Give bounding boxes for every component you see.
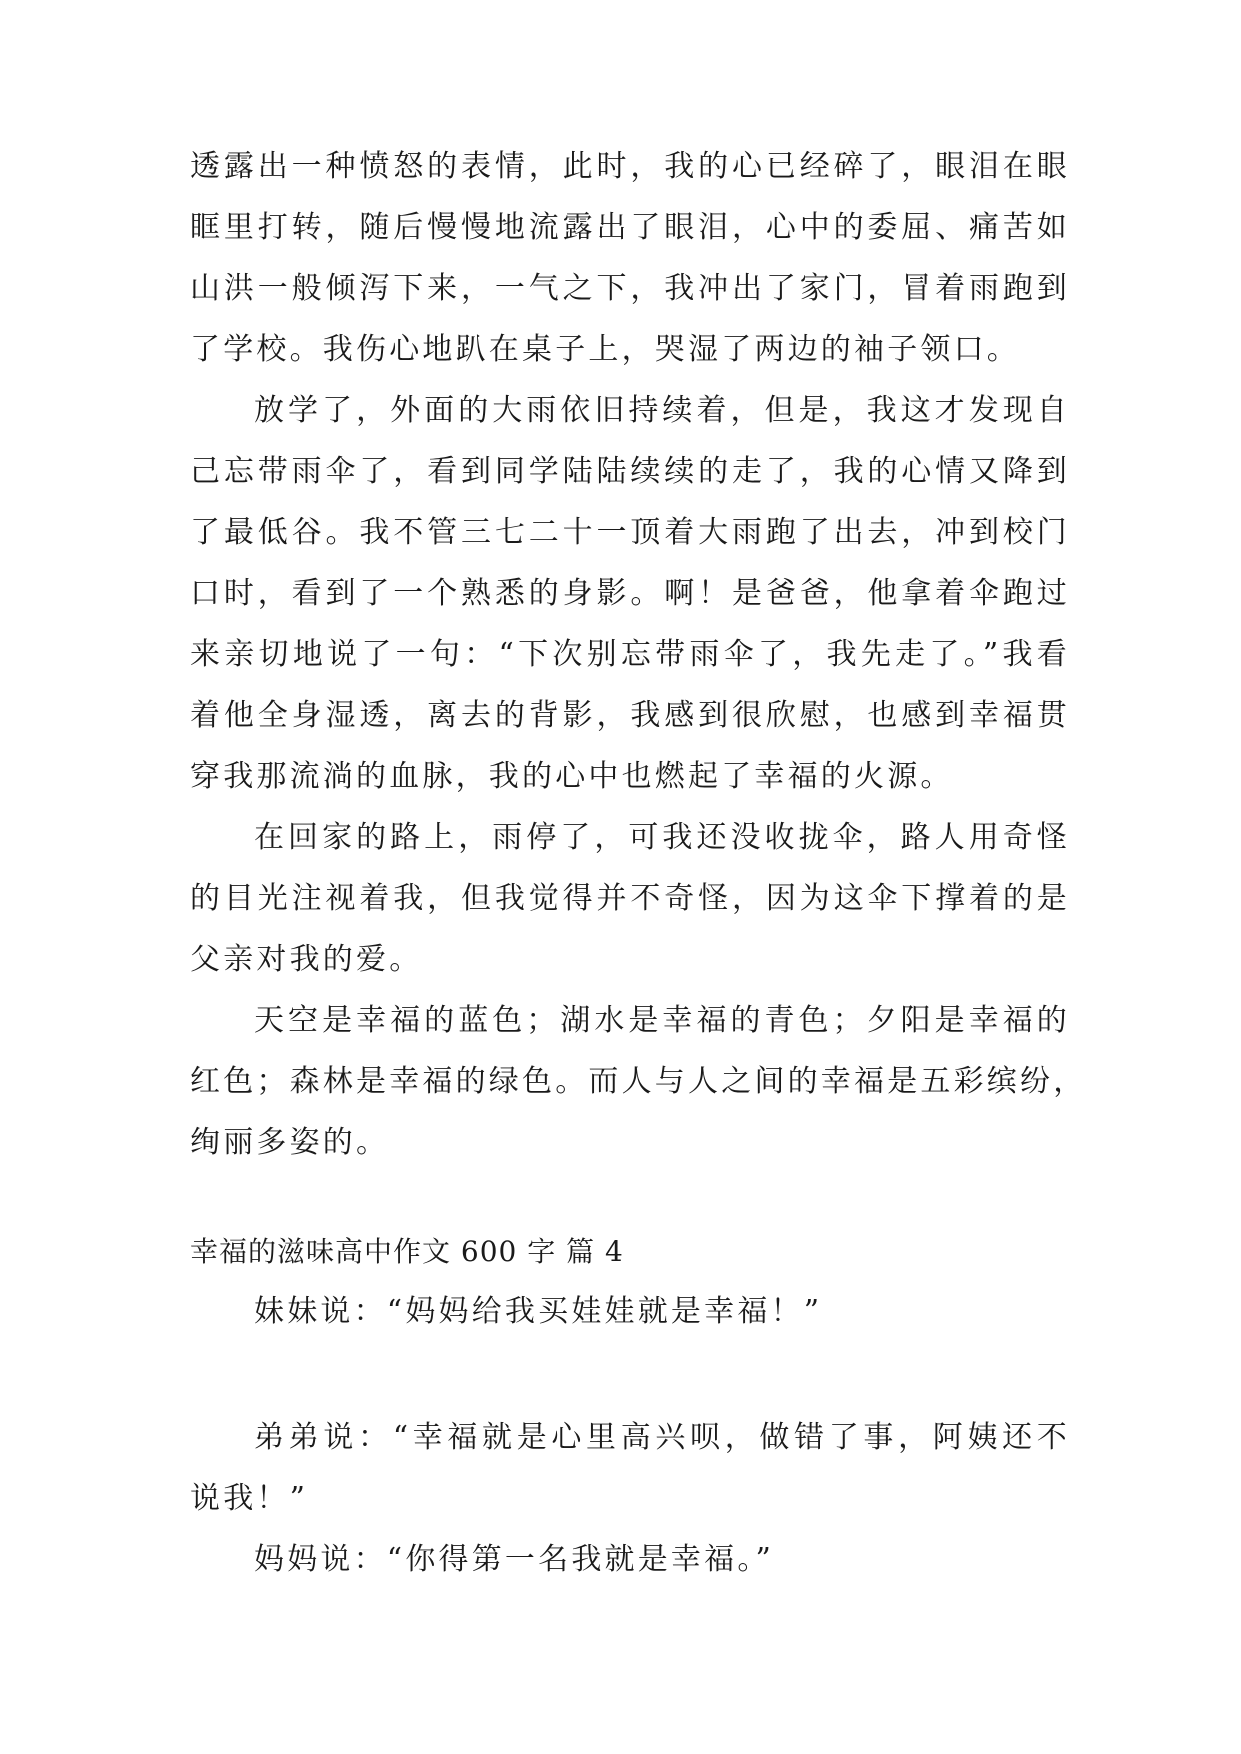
paragraph-line: 穿我那流淌的血脉，我的心中也燃起了幸福的火源。 <box>190 759 954 794</box>
section-heading: 幸福的滋味高中作文 600 字 篇 4 <box>190 1235 624 1268</box>
paragraph-line: 透露出一种愤怒的表情，此时，我的心已经碎了，眼泪在眼 <box>190 149 1070 184</box>
paragraph-line: 了最低谷。我不管三七二十一顶着大雨跑了出去，冲到校门 <box>190 515 1070 550</box>
paragraph-line: 天空是幸福的蓝色；湖水是幸福的青色；夕阳是幸福的 <box>254 1003 1070 1038</box>
paragraph-line: 红色；森林是幸福的绿色。而人与人之间的幸福是五彩缤纷， <box>190 1064 1087 1099</box>
paragraph-line: 妈妈说：“你得第一名我就是幸福。” <box>254 1542 775 1577</box>
paragraph-line: 来亲切地说了一句：“下次别忘带雨伞了，我先走了。”我看 <box>190 637 1070 672</box>
paragraph-line: 弟弟说：“幸福就是心里高兴呗，做错了事，阿姨还不 <box>254 1420 1070 1455</box>
paragraph-line: 的目光注视着我，但我觉得并不奇怪，因为这伞下撑着的是 <box>190 881 1070 916</box>
paragraph-line: 父亲对我的爱。 <box>190 942 423 977</box>
paragraph-line: 口时，看到了一个熟悉的身影。啊！是爸爸，他拿着伞跑过 <box>190 576 1070 611</box>
paragraph-line: 在回家的路上，雨停了，可我还没收拢伞，路人用奇怪 <box>254 820 1070 855</box>
paragraph-line: 眶里打转，随后慢慢地流露出了眼泪，心中的委屈、痛苦如 <box>190 210 1070 245</box>
paragraph-line: 了学校。我伤心地趴在桌子上，哭湿了两边的袖子领口。 <box>190 332 1020 367</box>
paragraph-line: 绚丽多姿的。 <box>190 1125 390 1160</box>
paragraph-line: 己忘带雨伞了，看到同学陆陆续续的走了，我的心情又降到 <box>190 454 1070 489</box>
paragraph-line: 妹妹说：“妈妈给我买娃娃就是幸福！” <box>254 1294 823 1329</box>
paragraph-line: 说我！” <box>190 1481 309 1516</box>
paragraph-line: 着他全身湿透，离去的背影，我感到很欣慰，也感到幸福贯 <box>190 698 1070 733</box>
paragraph-line: 放学了，外面的大雨依旧持续着，但是，我这才发现自 <box>254 393 1070 428</box>
paragraph-line: 山洪一般倾泻下来，一气之下，我冲出了家门，冒着雨跑到 <box>190 271 1070 306</box>
